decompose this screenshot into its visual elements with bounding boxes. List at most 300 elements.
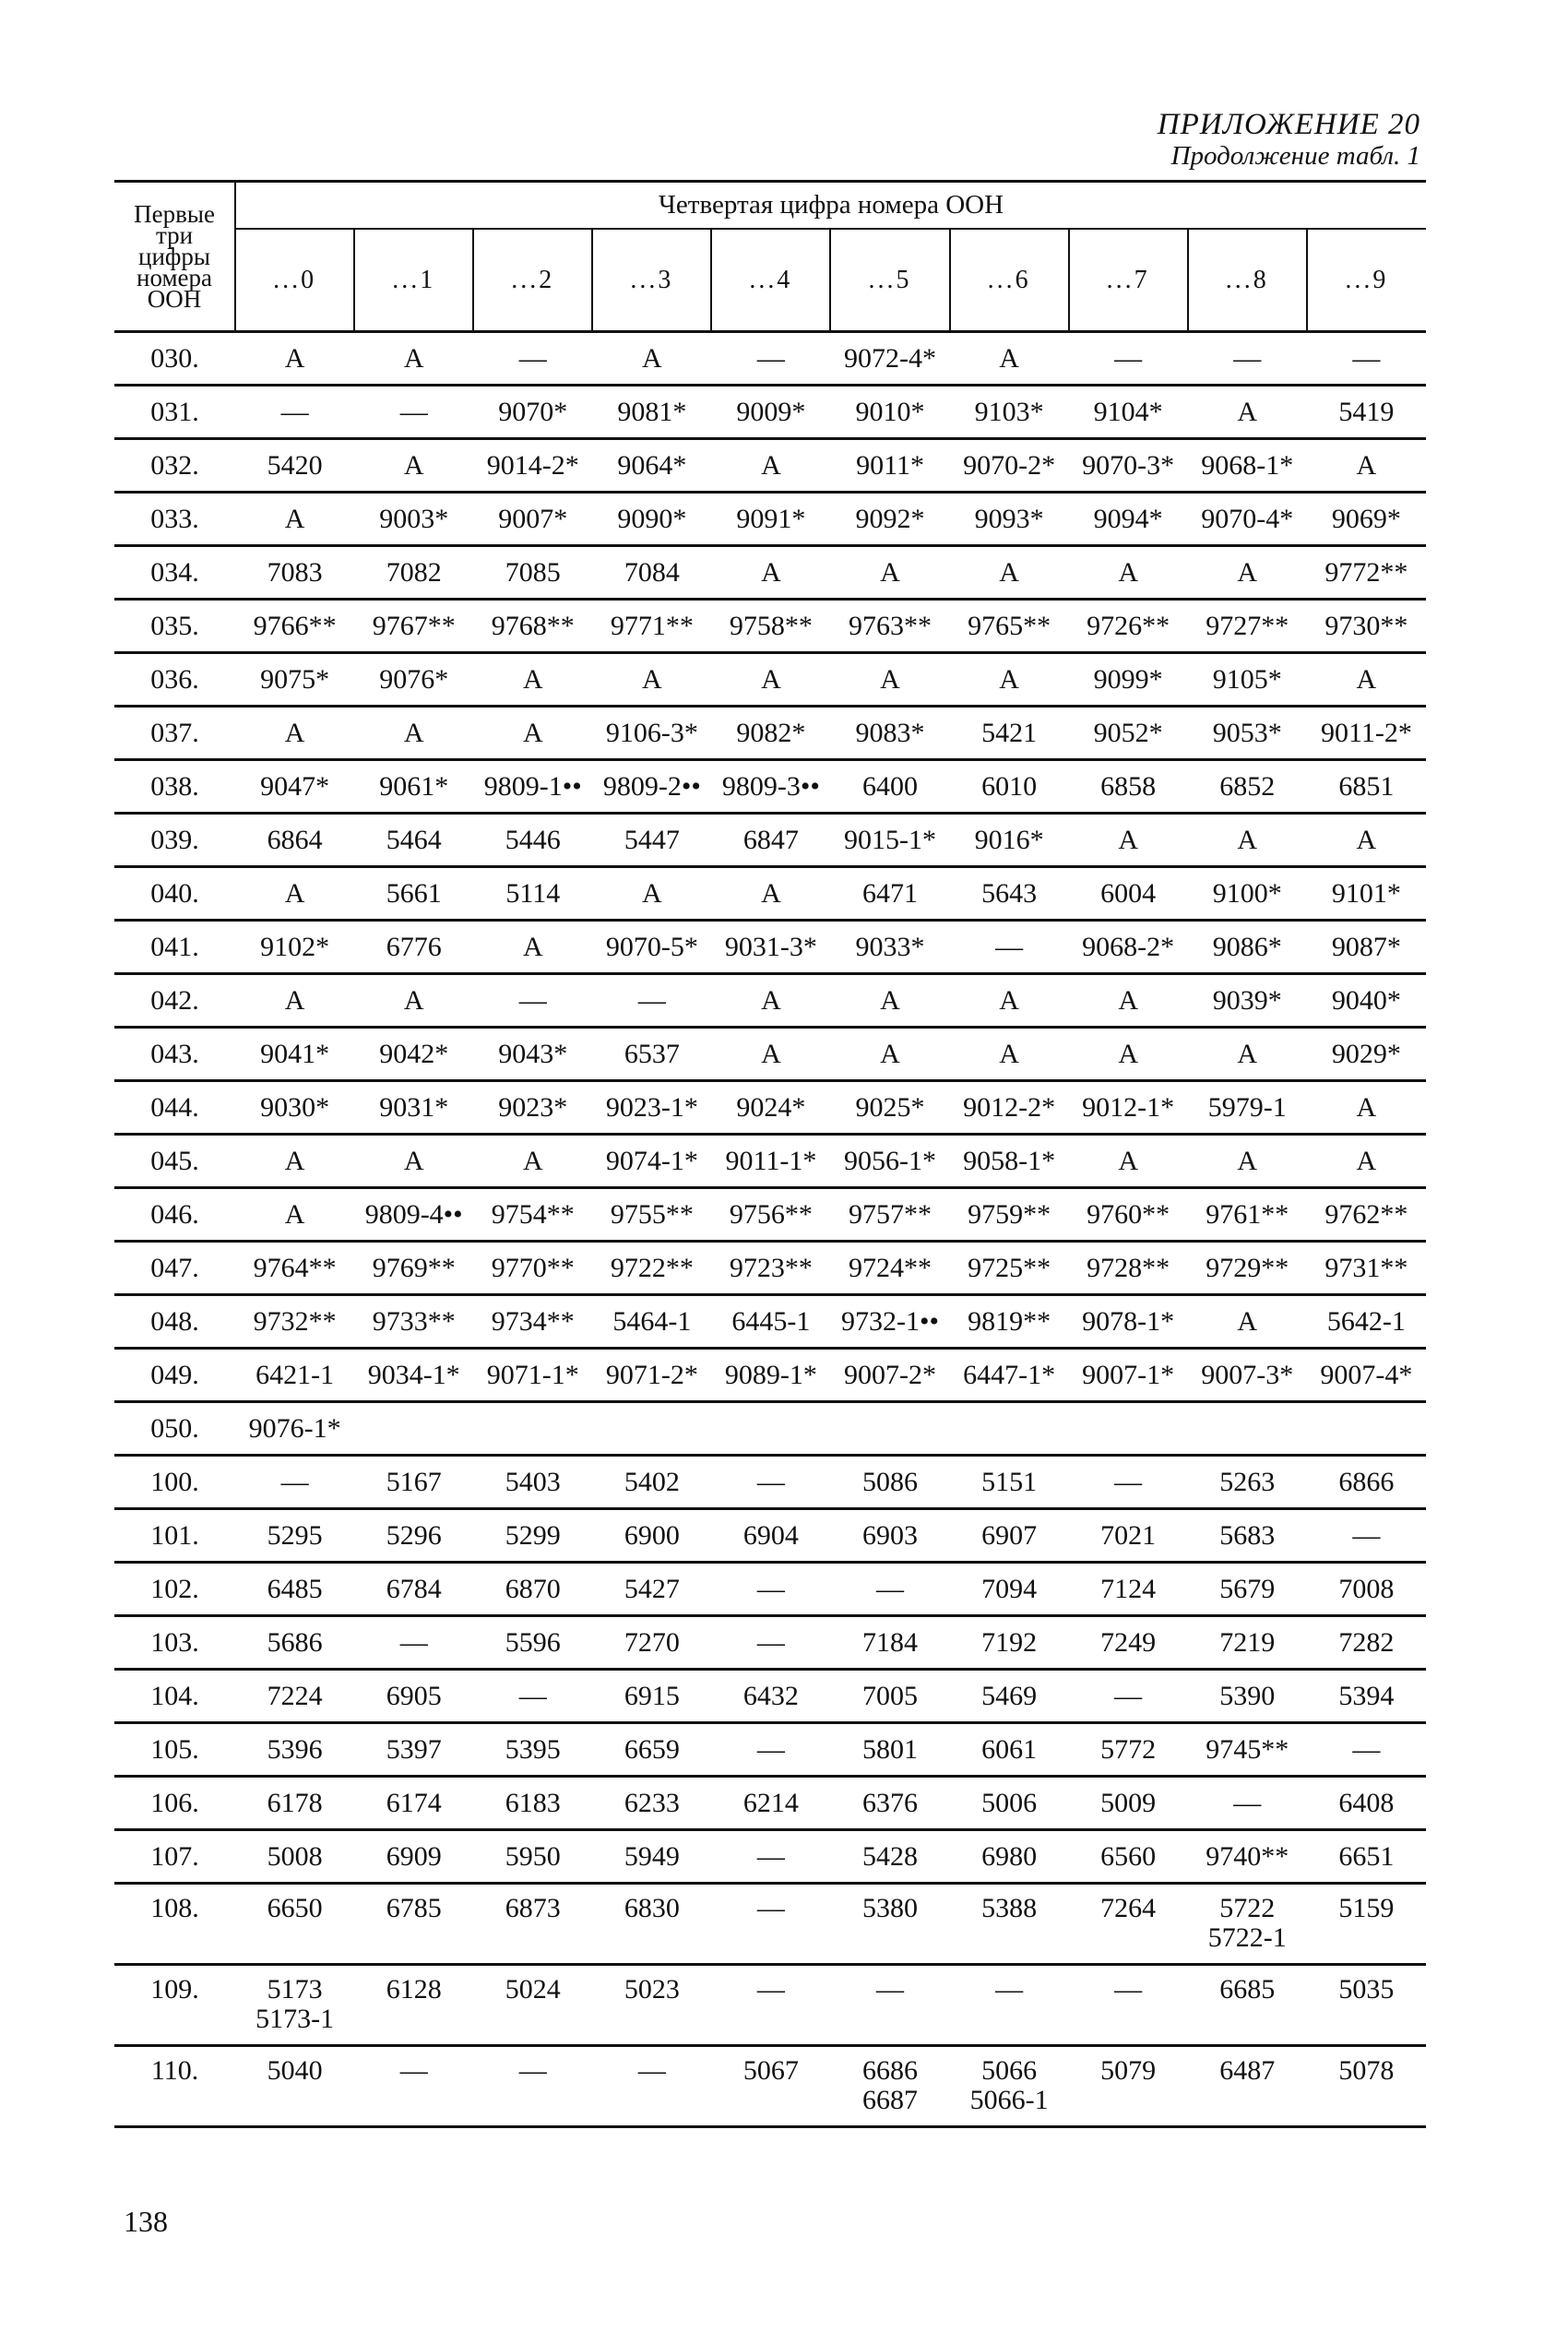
table-cell: A [711, 653, 830, 707]
table-cell: 5686 [235, 1616, 354, 1670]
table-row [114, 332, 1426, 386]
table-cell: 5380 [830, 1884, 949, 1965]
table-cell: — [711, 1723, 830, 1777]
table-cell: 9007-2* [830, 1349, 949, 1402]
table-row [114, 1456, 1426, 1509]
table-cell: 5024 [473, 1965, 592, 2046]
table-cell: 5397 [354, 1723, 473, 1777]
table-cell: 9012-1* [1069, 1081, 1188, 1135]
table-body [114, 332, 1426, 2127]
table-cell: 9770** [473, 1242, 592, 1295]
table-cell: 5023 [592, 1965, 711, 2046]
table-cell: 9756** [711, 1188, 830, 1242]
table-cell: 7124 [1069, 1563, 1188, 1616]
digit-header: ...5 [830, 229, 949, 331]
table-cell: 5402 [592, 1456, 711, 1509]
table-cell: A [235, 332, 354, 386]
table-cell: 9069* [1307, 493, 1426, 546]
table-cell [473, 1402, 592, 1456]
table-cell: 9093* [950, 493, 1069, 546]
table-cell: A [950, 332, 1069, 386]
table-cell: 6900 [592, 1509, 711, 1563]
table-cell: — [473, 974, 592, 1028]
table-cell: A [711, 546, 830, 600]
table-cell: 9014-2* [473, 439, 592, 493]
table-cell: 5643 [950, 867, 1069, 921]
table-cell: 9007-4* [1307, 1349, 1426, 1402]
table-cell: 6830 [592, 1884, 711, 1965]
table-cell: 5067 [711, 2046, 830, 2127]
table-cell: 6864 [235, 814, 354, 867]
table-cell: 6004 [1069, 867, 1188, 921]
table-cell: 9099* [1069, 653, 1188, 707]
table-cell: A [354, 439, 473, 493]
table-cell: 6915 [592, 1670, 711, 1723]
row-code: 045. [114, 1135, 235, 1188]
table-cell: A [1307, 1081, 1426, 1135]
table-row [114, 1723, 1426, 1777]
table-cell: — [235, 1456, 354, 1509]
table-cell: — [711, 1965, 830, 2046]
table-cell: 9070-4* [1188, 493, 1307, 546]
table-cell: — [1188, 332, 1307, 386]
row-code: 103. [114, 1616, 235, 1670]
table-cell: 9769** [354, 1242, 473, 1295]
table-row [114, 546, 1426, 600]
table-cell: — [473, 332, 592, 386]
table-cell: — [950, 921, 1069, 974]
table-cell: A [1188, 1028, 1307, 1081]
table-cell [1069, 1402, 1188, 1456]
table-cell: 9729** [1188, 1242, 1307, 1295]
table-cell: 9029* [1307, 1028, 1426, 1081]
table-row [114, 1830, 1426, 1884]
digit-header: ...7 [1069, 229, 1188, 331]
table-cell: A [1188, 1295, 1307, 1349]
table-cell: 9083* [830, 707, 949, 760]
table-row [114, 1884, 1426, 1965]
table-cell: A [235, 974, 354, 1028]
table-cell: 6686 6687 [830, 2046, 949, 2127]
table-cell: 9765** [950, 600, 1069, 653]
digit-header: ...8 [1188, 229, 1307, 331]
table-row [114, 1777, 1426, 1830]
table-cell: A [473, 707, 592, 760]
table-cell: 9082* [711, 707, 830, 760]
table-cell: 9031* [354, 1081, 473, 1135]
table-cell: 5447 [592, 814, 711, 867]
table-cell: A [1188, 546, 1307, 600]
row-code: 036. [114, 653, 235, 707]
table-cell: — [1307, 332, 1426, 386]
table-cell: 9757** [830, 1188, 949, 1242]
table-cell: 7083 [235, 546, 354, 600]
table-cell: 6560 [1069, 1830, 1188, 1884]
table-cell: 9052* [1069, 707, 1188, 760]
table-cell: 9074-1* [592, 1135, 711, 1188]
table-cell: — [711, 1563, 830, 1616]
table-cell: 5035 [1307, 1965, 1426, 2046]
row-code: 044. [114, 1081, 235, 1135]
table-cell: A [473, 653, 592, 707]
table-cell: 7249 [1069, 1616, 1188, 1670]
row-code: 050. [114, 1402, 235, 1456]
table-cell: 9007-3* [1188, 1349, 1307, 1402]
table-row [114, 1081, 1426, 1135]
table-cell: A [473, 921, 592, 974]
row-code: 048. [114, 1295, 235, 1349]
table-cell: 9053* [1188, 707, 1307, 760]
table-cell: 5296 [354, 1509, 473, 1563]
table-row [114, 439, 1426, 493]
table-cell: 9104* [1069, 386, 1188, 439]
table-cell: 5079 [1069, 2046, 1188, 2127]
table-cell: 9809-1•• [473, 760, 592, 814]
table-cell: 9726** [1069, 600, 1188, 653]
row-code: 107. [114, 1830, 235, 1884]
table-cell: 5066 5066-1 [950, 2046, 1069, 2127]
row-code: 104. [114, 1670, 235, 1723]
table-cell: 6873 [473, 1884, 592, 1965]
table-cell: 7094 [950, 1563, 1069, 1616]
table-cell: 9767** [354, 600, 473, 653]
row-code: 047. [114, 1242, 235, 1295]
table-cell: 5159 [1307, 1884, 1426, 1965]
table-cell: 9758** [711, 600, 830, 653]
table-cell: 6487 [1188, 2046, 1307, 2127]
row-code: 035. [114, 600, 235, 653]
table-cell: 6408 [1307, 1777, 1426, 1830]
table-cell: A [1069, 1028, 1188, 1081]
table-cell: 9106-3* [592, 707, 711, 760]
table-cell: — [473, 1670, 592, 1723]
table-cell [1188, 1402, 1307, 1456]
table-cell: 9090* [592, 493, 711, 546]
table-cell: 6858 [1069, 760, 1188, 814]
table-cell: 6866 [1307, 1456, 1426, 1509]
table-cell: 9755** [592, 1188, 711, 1242]
table-cell: 9772** [1307, 546, 1426, 600]
table-cell: 7008 [1307, 1563, 1426, 1616]
table-cell: 9732-1•• [830, 1295, 949, 1349]
table-cell: A [711, 867, 830, 921]
table-cell [950, 1402, 1069, 1456]
table-cell: 6651 [1307, 1830, 1426, 1884]
table-cell: — [711, 1616, 830, 1670]
table-cell: 9023* [473, 1081, 592, 1135]
table-cell: 5395 [473, 1723, 592, 1777]
table-cell: 5446 [473, 814, 592, 867]
table-cell: 6445-1 [711, 1295, 830, 1349]
table-cell: 6178 [235, 1777, 354, 1830]
table-cell [711, 1402, 830, 1456]
table-cell: 6905 [354, 1670, 473, 1723]
table-row [114, 707, 1426, 760]
table-cell: 9092* [830, 493, 949, 546]
table-cell: 6421-1 [235, 1349, 354, 1402]
row-code: 032. [114, 439, 235, 493]
table-cell: 5151 [950, 1456, 1069, 1509]
table-row [114, 653, 1426, 707]
table-cell: 6785 [354, 1884, 473, 1965]
table-cell: 5390 [1188, 1670, 1307, 1723]
digit-header: ...6 [950, 229, 1069, 331]
table-cell: 7021 [1069, 1509, 1188, 1563]
table-cell: A [1069, 814, 1188, 867]
table-cell: 7005 [830, 1670, 949, 1723]
table-cell: A [1069, 974, 1188, 1028]
table-cell: 9068-1* [1188, 439, 1307, 493]
table-continuation-label: Продолжение табл. 1 [1170, 141, 1420, 171]
table-cell: 5420 [235, 439, 354, 493]
table-cell: 9087* [1307, 921, 1426, 974]
table-cell: A [1307, 814, 1426, 867]
table-cell: A [473, 1135, 592, 1188]
table-cell: 7264 [1069, 1884, 1188, 1965]
table-cell: 9071-1* [473, 1349, 592, 1402]
table-cell: 6432 [711, 1670, 830, 1723]
table-cell: 6214 [711, 1777, 830, 1830]
row-code: 108. [114, 1884, 235, 1965]
table-cell: 9764** [235, 1242, 354, 1295]
table-cell: 5464-1 [592, 1295, 711, 1349]
table-cell: — [711, 1456, 830, 1509]
table-cell: 9761** [1188, 1188, 1307, 1242]
table-row [114, 760, 1426, 814]
table-cell: — [354, 386, 473, 439]
table-cell: 6010 [950, 760, 1069, 814]
table-cell: 9061* [354, 760, 473, 814]
table-cell: 9010* [830, 386, 949, 439]
table-cell: 6784 [354, 1563, 473, 1616]
table-cell: 9809-4•• [354, 1188, 473, 1242]
table-cell: 9728** [1069, 1242, 1188, 1295]
row-code: 040. [114, 867, 235, 921]
table-cell: — [1069, 1456, 1188, 1509]
table-cell: 5114 [473, 867, 592, 921]
table-cell: 5295 [235, 1509, 354, 1563]
table-cell: 6851 [1307, 760, 1426, 814]
row-code: 039. [114, 814, 235, 867]
table-cell: A [354, 974, 473, 1028]
table-cell: 5419 [1307, 386, 1426, 439]
table-row [114, 493, 1426, 546]
row-code: 102. [114, 1563, 235, 1616]
table-cell: 9025* [830, 1081, 949, 1135]
table-cell: 9105* [1188, 653, 1307, 707]
table-cell: 9042* [354, 1028, 473, 1081]
table-cell: 9740** [1188, 1830, 1307, 1884]
table-cell: 9012-2* [950, 1081, 1069, 1135]
row-code: 033. [114, 493, 235, 546]
table-cell: 9011-2* [1307, 707, 1426, 760]
table-cell: A [950, 653, 1069, 707]
table-cell: 5167 [354, 1456, 473, 1509]
table-cell: — [950, 1965, 1069, 2046]
table-cell: 5263 [1188, 1456, 1307, 1509]
row-code: 037. [114, 707, 235, 760]
table-cell: 6537 [592, 1028, 711, 1081]
table-cell: 9101* [1307, 867, 1426, 921]
table-cell: 6650 [235, 1884, 354, 1965]
table-cell: A [1307, 1135, 1426, 1188]
table-row [114, 1965, 1426, 2046]
row-code: 043. [114, 1028, 235, 1081]
table-cell: A [830, 653, 949, 707]
row-code: 041. [114, 921, 235, 974]
table-cell: 9034-1* [354, 1349, 473, 1402]
table-row [114, 1509, 1426, 1563]
table-cell: 9075* [235, 653, 354, 707]
table-cell: A [354, 332, 473, 386]
table-cell: — [1069, 1670, 1188, 1723]
table-cell: 9078-1* [1069, 1295, 1188, 1349]
fourth-digit-group-header: Четвертая цифра номера ООН [235, 182, 1426, 230]
page-number: 138 [124, 2205, 168, 2238]
table-cell: 5086 [830, 1456, 949, 1509]
table-cell: 9081* [592, 386, 711, 439]
table-cell: 9058-1* [950, 1135, 1069, 1188]
table-cell: 6776 [354, 921, 473, 974]
table-cell: A [950, 974, 1069, 1028]
table-cell: 9102* [235, 921, 354, 974]
table-cell: 9011-1* [711, 1135, 830, 1188]
table-row [114, 814, 1426, 867]
table-cell: 9070* [473, 386, 592, 439]
table-cell: 6685 [1188, 1965, 1307, 2046]
table-cell: A [1188, 1135, 1307, 1188]
table-cell: 5679 [1188, 1563, 1307, 1616]
table-cell: 9745** [1188, 1723, 1307, 1777]
table-cell: 9722** [592, 1242, 711, 1295]
table-cell: 6903 [830, 1509, 949, 1563]
table-cell: 6847 [711, 814, 830, 867]
table-cell: 9023-1* [592, 1081, 711, 1135]
table-cell: A [830, 546, 949, 600]
table-cell: 9041* [235, 1028, 354, 1081]
table-cell: 5469 [950, 1670, 1069, 1723]
table-cell: 9819** [950, 1295, 1069, 1349]
digit-header: ...2 [473, 229, 592, 331]
digit-header: ...1 [354, 229, 473, 331]
table-row [114, 1188, 1426, 1242]
table-cell: 9070-3* [1069, 439, 1188, 493]
table-cell: 5008 [235, 1830, 354, 1884]
table-cell: 6376 [830, 1777, 949, 1830]
table-cell: 6852 [1188, 760, 1307, 814]
table-cell: 9763** [830, 600, 949, 653]
row-code: 030. [114, 332, 235, 386]
row-code: 100. [114, 1456, 235, 1509]
table-row [114, 1135, 1426, 1188]
table-cell: 6659 [592, 1723, 711, 1777]
table-cell: — [235, 386, 354, 439]
table-cell: 7282 [1307, 1616, 1426, 1670]
table-cell: 6183 [473, 1777, 592, 1830]
table-cell: A [592, 653, 711, 707]
table-cell: 7184 [830, 1616, 949, 1670]
table-row [114, 921, 1426, 974]
row-code: 031. [114, 386, 235, 439]
table-cell: 9070-2* [950, 439, 1069, 493]
table-cell: 9007* [473, 493, 592, 546]
table-cell: 9723** [711, 1242, 830, 1295]
table-cell: A [1188, 386, 1307, 439]
row-code: 049. [114, 1349, 235, 1402]
table-cell: 9731** [1307, 1242, 1426, 1295]
table-cell: A [1069, 1135, 1188, 1188]
table-cell: 6485 [235, 1563, 354, 1616]
row-code: 109. [114, 1965, 235, 2046]
table-cell: A [1307, 653, 1426, 707]
table-cell: 6471 [830, 867, 949, 921]
table-cell: 5078 [1307, 2046, 1426, 2127]
table-cell: 9809-3•• [711, 760, 830, 814]
table-cell: — [830, 1563, 949, 1616]
table-cell: 6909 [354, 1830, 473, 1884]
table-cell: 9727** [1188, 600, 1307, 653]
un-number-table [114, 180, 1426, 2128]
table-cell: A [711, 439, 830, 493]
row-code: 042. [114, 974, 235, 1028]
row-code: 105. [114, 1723, 235, 1777]
digit-header: ...0 [235, 229, 354, 331]
table-cell: 9064* [592, 439, 711, 493]
table-row [114, 1616, 1426, 1670]
table-cell: 9760** [1069, 1188, 1188, 1242]
table-cell: — [1307, 1723, 1426, 1777]
table-cell: 9040* [1307, 974, 1426, 1028]
table-cell: 9043* [473, 1028, 592, 1081]
table-row [114, 1028, 1426, 1081]
table-cell [830, 1402, 949, 1456]
table-cell: 5464 [354, 814, 473, 867]
table-cell: 9033* [830, 921, 949, 974]
page-header [1158, 109, 1420, 172]
table-cell: 9768** [473, 600, 592, 653]
table-cell: 6061 [950, 1723, 1069, 1777]
table-cell: 5009 [1069, 1777, 1188, 1830]
table-cell: 9015-1* [830, 814, 949, 867]
table-cell: 9070-5* [592, 921, 711, 974]
table-cell: 5299 [473, 1509, 592, 1563]
table-cell: A [1069, 546, 1188, 600]
table-cell: — [592, 974, 711, 1028]
table-cell: A [235, 1135, 354, 1188]
table-cell: 9766** [235, 600, 354, 653]
table-cell [1307, 1402, 1426, 1456]
table-cell: — [711, 1830, 830, 1884]
table-cell: — [354, 1616, 473, 1670]
table-cell: 9024* [711, 1081, 830, 1135]
table-cell: A [711, 974, 830, 1028]
table-cell: 5661 [354, 867, 473, 921]
table-cell: 5772 [1069, 1723, 1188, 1777]
table-cell: A [235, 493, 354, 546]
table-cell: 5427 [592, 1563, 711, 1616]
table-cell: 7270 [592, 1616, 711, 1670]
table-cell: 5394 [1307, 1670, 1426, 1723]
table-cell: A [830, 974, 949, 1028]
table-cell: 5683 [1188, 1509, 1307, 1563]
table-cell: — [711, 1884, 830, 1965]
appendix-title: ПРИЛОЖЕНИЕ 20 [1157, 108, 1420, 141]
table-cell: 6870 [473, 1563, 592, 1616]
table-cell: 5428 [830, 1830, 949, 1884]
table-cell: 6400 [830, 760, 949, 814]
row-code: 034. [114, 546, 235, 600]
table-cell: 9076* [354, 653, 473, 707]
